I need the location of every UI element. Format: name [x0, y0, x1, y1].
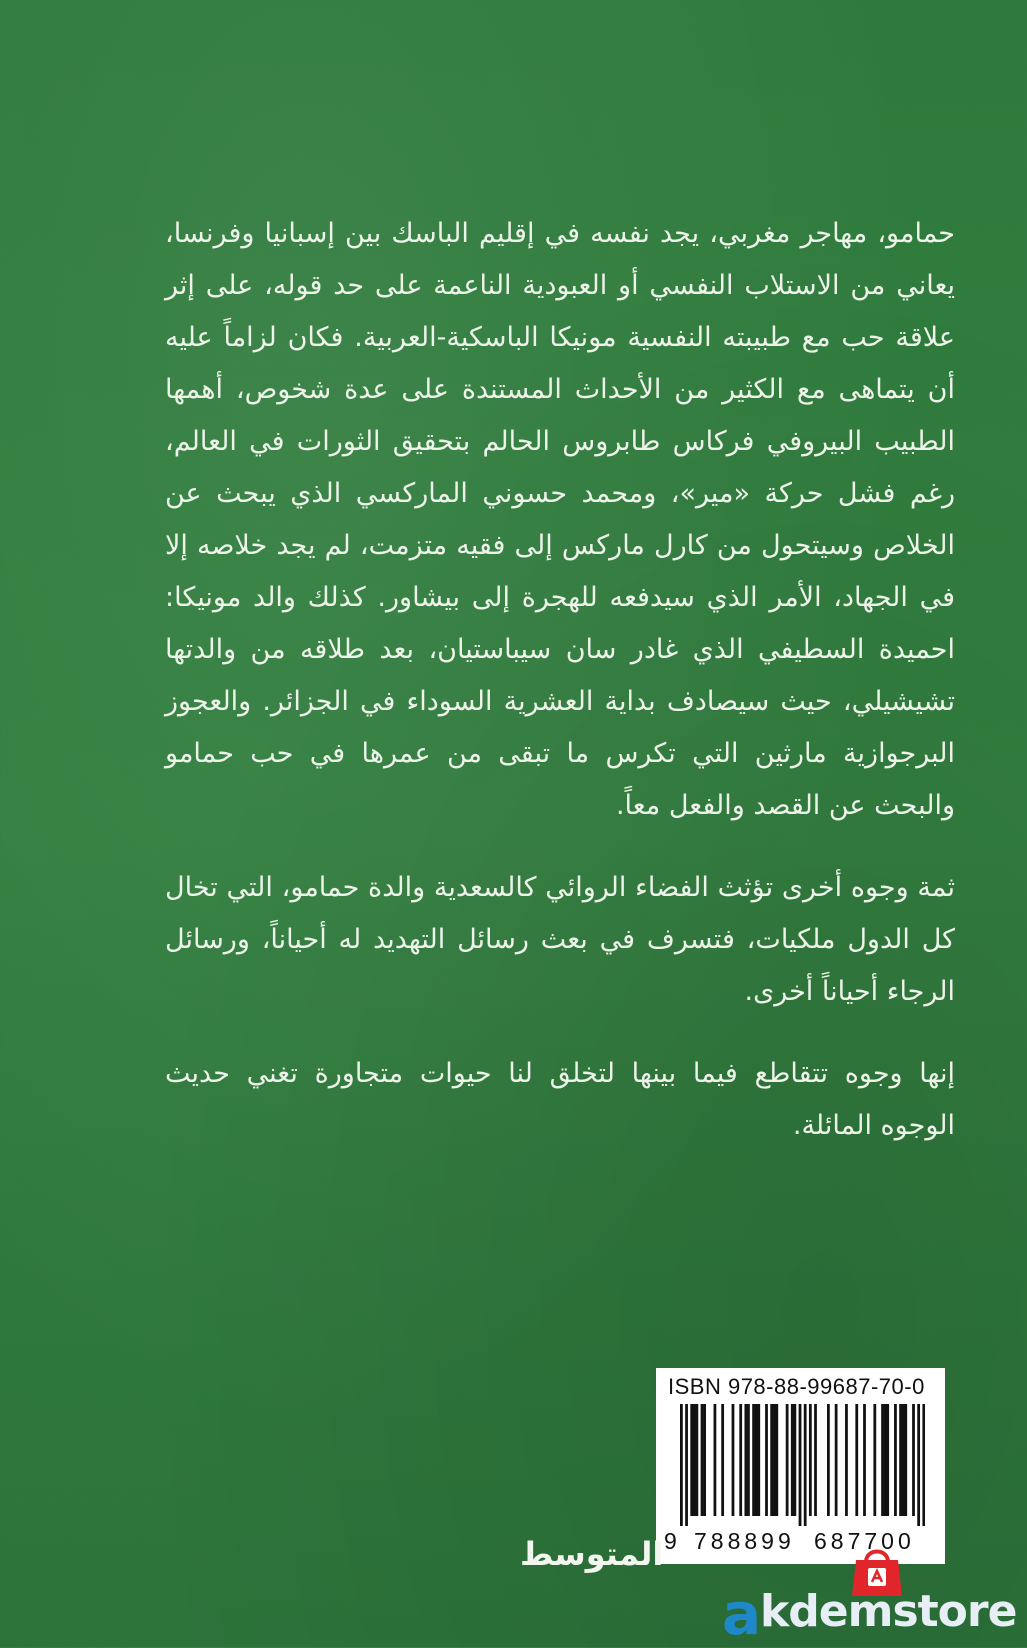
- barcode-bar: [899, 1404, 902, 1516]
- barcode-bar: [863, 1404, 866, 1516]
- barcode-bar: [773, 1404, 776, 1516]
- barcode-bar: [922, 1404, 925, 1526]
- barcode-bar: [884, 1404, 887, 1516]
- barcode-bar: [814, 1404, 817, 1516]
- barcode-bar: [904, 1404, 907, 1516]
- barcode-bar: [917, 1404, 920, 1526]
- barcode-bar: [804, 1404, 807, 1526]
- barcode-bar: [855, 1404, 858, 1516]
- barcode-bar: [799, 1404, 802, 1526]
- barcode-digits-right: 687700: [814, 1528, 915, 1554]
- barcode-bar: [765, 1404, 768, 1516]
- barcode-digit-first: 9: [664, 1528, 677, 1554]
- isbn-barcode-label: [656, 1368, 945, 1564]
- barcode-bar: [757, 1404, 760, 1516]
- barcode-bar: [755, 1404, 758, 1516]
- blurb-paragraph-3: إنها وجوه تتقاطع فيما بينها لتخلق لنا حيوات متجاورة تغني حديث الوجوه المائلة.: [165, 1058, 955, 1141]
- isbn-number: ISBN 978-88-99687-70-0: [668, 1374, 925, 1399]
- barcode-bar: [695, 1404, 698, 1516]
- back-cover-blurb: [165, 208, 955, 1182]
- barcode-bar: [732, 1404, 735, 1516]
- barcode-bar: [747, 1404, 750, 1516]
- barcode-bar: [827, 1404, 830, 1516]
- barcode-bar: [703, 1404, 706, 1516]
- barcode-bar: [680, 1404, 683, 1526]
- barcode-bar: [701, 1404, 704, 1516]
- barcode-bar: [793, 1404, 796, 1516]
- barcode-bar: [902, 1404, 905, 1516]
- barcode-bar: [721, 1404, 724, 1516]
- barcode-bar: [739, 1404, 742, 1516]
- barcode-bar: [912, 1404, 915, 1516]
- barcode-digits-left: 788899: [694, 1528, 795, 1554]
- barcode-bar: [835, 1404, 838, 1516]
- barcode-bar: [791, 1404, 794, 1516]
- barcode-bar: [786, 1404, 789, 1516]
- barcode-bar: [685, 1404, 688, 1526]
- publisher-logo: المتوسط: [520, 1535, 664, 1573]
- barcode-bar: [770, 1404, 773, 1516]
- barcode-bar: [744, 1404, 747, 1516]
- store-watermark-a: a: [722, 1580, 762, 1648]
- blurb-paragraph-1: حمامو، مهاجر مغربي، يجد نفسه في إقليم الباسك بين إسبانيا وفرنسا، يعاني من الاستلاب النفسي أو العبودية الناعمة على حد قوله، على إثر علاقة حب مع طبيبته النفسية مونيكا الباسكية-العربية. فكان لزاماً عليه أن يتماهى مع الكثير من الأحداث المستندة على عدة شخوص، أهمها الطبيب البيروفي فركاس طابروس الحالم بتحقيق الثورات في العالم، رغم فشل حركة «مير»، ومحمد حسوني الماركسي الذي يبحث عن الخلاص وسيتحول من كارل ماركس إلى فقيه متزمت، لم يجد خلاصه إلا في الجهاد، الأمر الذي سيدفعه للهجرة إلى بيشاور. كذلك والد مونيكا: احميدة السطيفي الذي غادر سان سيباستيان، بعد طلاقه من والدتها تشيشيلي، حيث سيصادف بداية العشرية السوداء في الجزائر. والعجوز البرجوازية مارثين التي تكرس ما تبقى من عمرها في حب حمامو والبحث عن القصد والفعل معاً.: [165, 218, 955, 821]
- barcode-bar: [894, 1404, 897, 1516]
- barcode-bar: [693, 1404, 696, 1516]
- barcode-bar: [690, 1404, 693, 1516]
- barcode-bar: [752, 1404, 755, 1516]
- barcode-bar: [809, 1404, 812, 1516]
- barcode-bar: [886, 1404, 889, 1516]
- blurb-paragraph-2: ثمة وجوه أخرى تؤثث الفضاء الروائي كالسعدية والدة حمامو، التي تخال كل الدول ملكيات، فتسرف في بعث رسائل التهديد له أحياناً، ورسائل الرجاء أحياناً أخرى.: [165, 872, 955, 1007]
- barcode-bar: [881, 1404, 884, 1516]
- barcode-bar: [845, 1404, 848, 1516]
- barcode-bars: [680, 1404, 925, 1526]
- store-watermark-text: kdemstore: [760, 1586, 1017, 1637]
- barcode-bar: [873, 1404, 876, 1516]
- barcode-bar: [775, 1404, 778, 1516]
- barcode-bar: [714, 1404, 717, 1516]
